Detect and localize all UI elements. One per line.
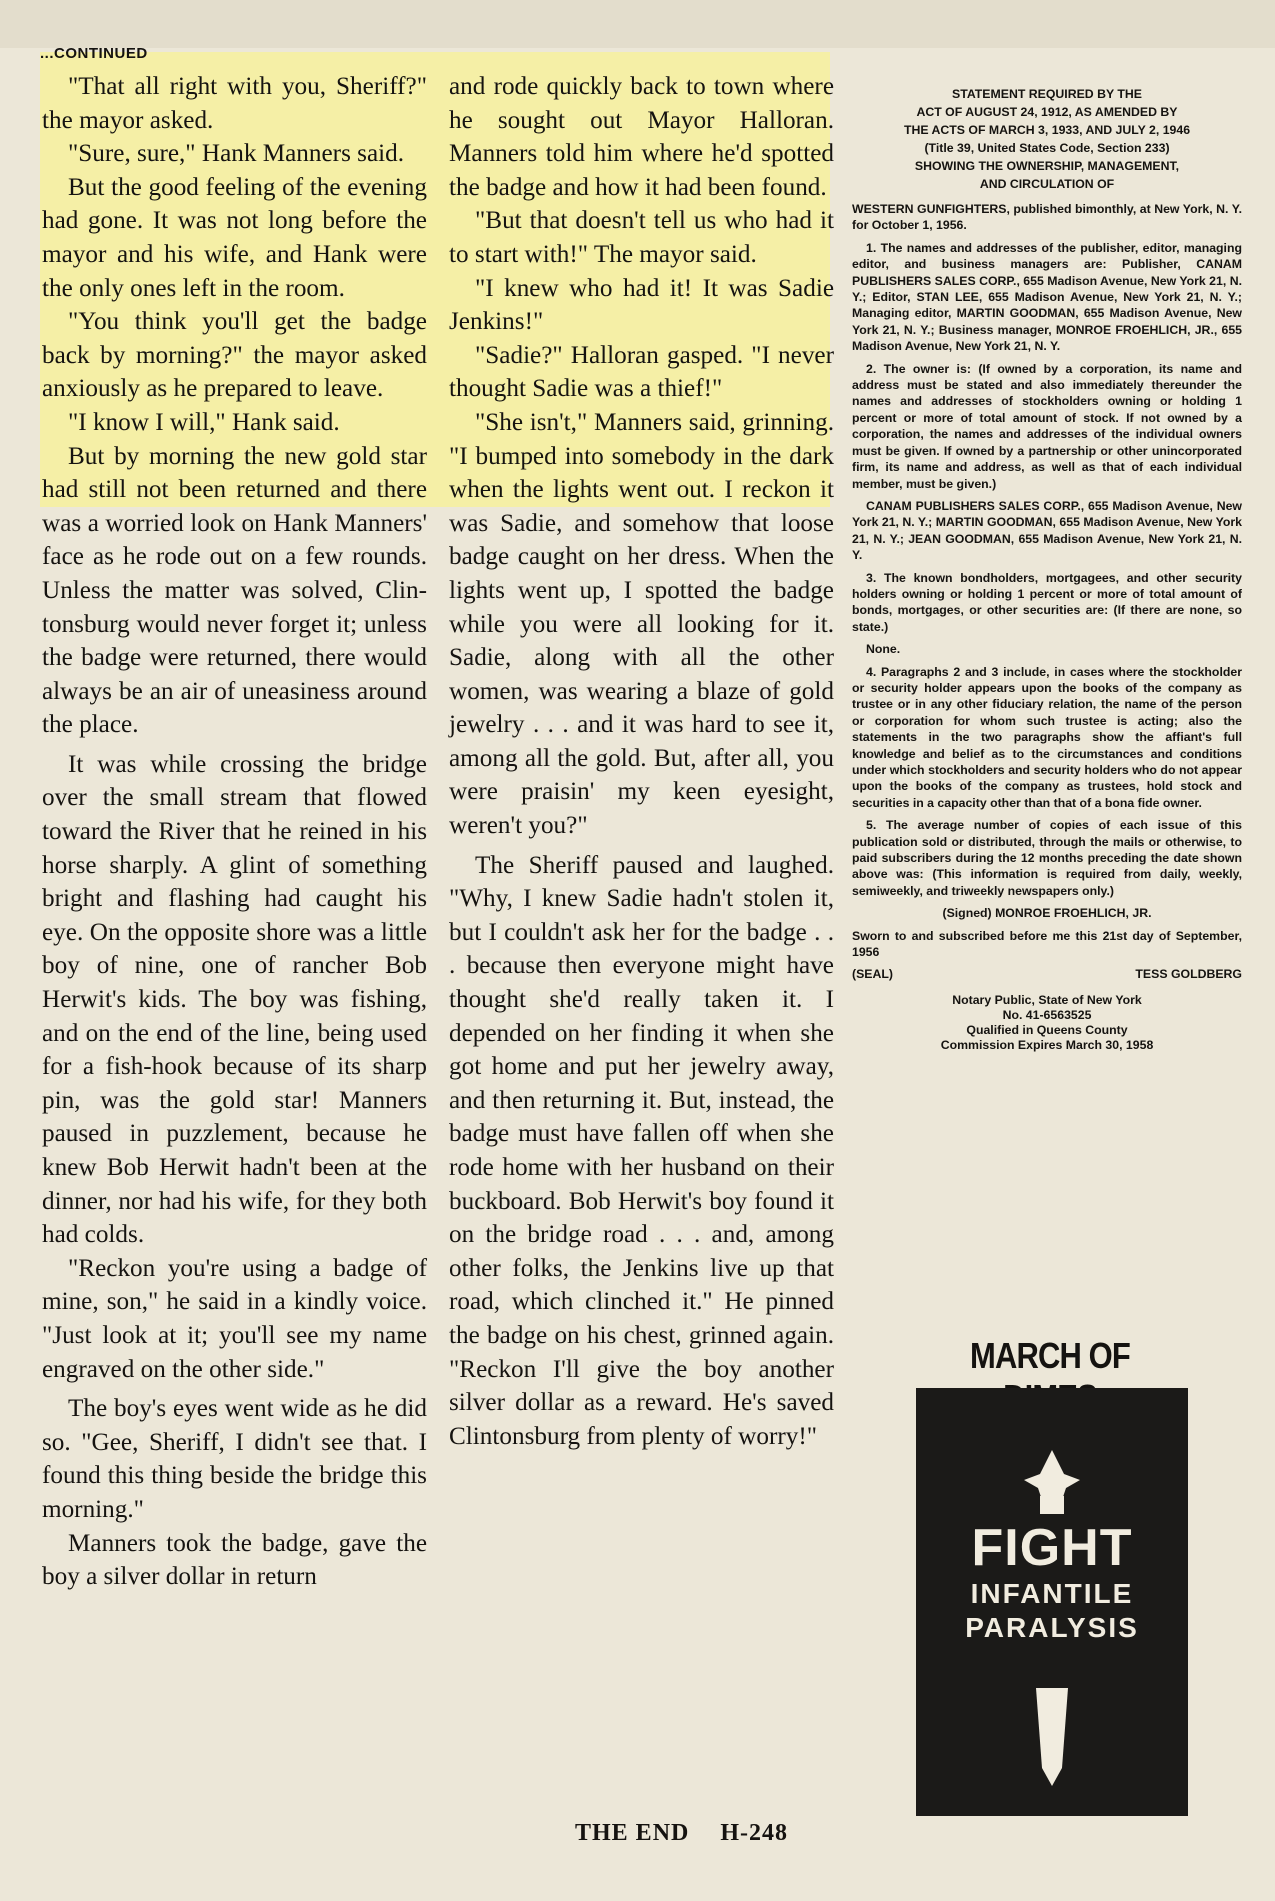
story-paragraph: "Sure, sure," Hank Manners said. [68, 140, 405, 168]
seal-label: (SEAL) [852, 967, 893, 982]
story-paragraph: "That all right with you, Sheriff?" the mayor asked. [42, 73, 427, 134]
the-end-label: THE END [575, 1820, 690, 1846]
story-paragraph: "You think you'll get the badge back by morning?" the mayor asked anxiously as he prepared to leave. [42, 308, 427, 403]
story-paragraph: "She isn't," Manners said, grinning. "I bumped into somebody in the dark when the lights went out. I reckon it was Sadie, and somehow that loose badge caught on her dress. When the lights went up, I spotted the badge while you were all looking for it. Sadie, along with all the other women, was wearing a blaze of gold jewelry . . . and it was hard to see it, among all the gold. But, after all, you were praisin' my keen eyesight, weren't you?" [449, 408, 834, 840]
statement-paragraph-5: 5. The average number of copies of each issue of this publication sold or distributed, through the mails or otherwise, to paid subscribers during the 12 months preceding the date shown above was: (This information is required from daily, weekly, semiweekly, and triweekly newspapers only.) [852, 818, 1242, 898]
story-paragraph: But the good feeling of the evening had gone. It was not long before the mayor and his wife, and Hank were the only ones left in the room. [42, 173, 427, 302]
story-paragraph: "Reckon you're using a badge of mine, son," he said in a kindly voice. "Just look at it; you'll see my name engraved on the other side." [42, 1254, 427, 1383]
statement-heading-line: ACT OF AUGUST 24, 1912, AS AMENDED BY [916, 105, 1178, 119]
statement-paragraph-2-owners: CANAM PUBLISHERS SALES CORP., 655 Madison Avenue, New York 21, N. Y.; MARTIN GOODMAN, 655 Madison Avenue, New York 21, N. Y.; JEAN GOODMAN, 655 Madison Avenue, New York 21, N. Y. [852, 498, 1242, 563]
story-paragraph: The Sheriff paused and laughed. "Why, I knew Sadie hadn't stolen it, but I couldn't ask her for the badge . . . because then everyone might have thought she'd really taken it. I depended on her finding it when she got home and put her jewelry away, and then returning it. But, instead, the badge must have fallen off when she rode home with her husband on their buckboard. Bob Herwit's boy found it on the bridge road . . . and, among other folks, the Jenkins live up that road, which clinched it." He pinned the badge on his chest, grinned again. "Reckon I'll give the boy another silver dollar as a reward. He's saved Clintonsburg from plenty of worry!" [449, 851, 834, 1450]
story-paragraph: "But that doesn't tell us who had it to start with!" The mayor said. [449, 207, 834, 268]
march-of-dimes-ad [916, 1388, 1188, 1816]
statement-paragraph-4: 4. Paragraphs 2 and 3 include, in cases where the stockholder or security holder appears upon the books of the company as trustee or in any other fiduciary relation, the name of the person or corporation for whom such trustee is acting; also the statements in the two paragraphs show the affiant's full knowledge and belief as to the circumstances and conditions under which stockholders and security holders who do not appear upon the books of the company as trustees, hold stock and securities in a capacity other than that of a bona fide owner. [852, 664, 1242, 810]
statement-paragraph-1: 1. The names and addresses of the publisher, editor, managing editor, and business managers are: Publisher, CANAM PUBLISHERS SALES CORP., 655 Madison Avenue, New York 21, N. Y.; Editor, STAN LEE, 655 Madison Avenue, New York 21, N. Y.; Managing editor, MARTIN GOODMAN, 655 Madison Avenue, New York 21, N. Y.; Business manager, MONROE FROEHLICH, JR., 655 Madison Avenue, New York 21, N. Y. [852, 240, 1242, 354]
notary-name: TESS GOLDBERG [1135, 967, 1242, 982]
story-end-line [575, 1820, 812, 1847]
paralysis-text: PARALYSIS [965, 1612, 1139, 1643]
notary-block [852, 993, 1242, 1053]
statement-heading-line: THE ACTS OF MARCH 3, 1933, AND JULY 2, 1946 [903, 123, 1191, 137]
statement-heading-line: (Title 39, United States Code, Section 233) [924, 141, 1170, 155]
statement-paragraph-3-answer: None. [866, 642, 901, 657]
infantile-text: INFANTILE [970, 1578, 1134, 1609]
story-paragraph: Manners took the badge, gave the boy a silver dollar in return [42, 1529, 427, 1591]
seal-row [852, 966, 1242, 982]
story-paragraph: "I knew who had it! It was Sadie Jenkins!" [449, 274, 834, 336]
story-column-1 [42, 70, 427, 1594]
story-paragraph: "Sadie?" Halloran gasped. "I never thought Sadie was a thief!" [449, 341, 834, 403]
notary-line: Notary Public, State of New York [952, 992, 1142, 1007]
notary-line: Qualified in Queens County [966, 1022, 1128, 1037]
statement-heading-line: STATEMENT REQUIRED BY THE [952, 87, 1142, 101]
march-of-dimes-title: MARCH OF [970, 1335, 1130, 1376]
statement-heading-line: AND CIRCULATION OF [979, 177, 1115, 191]
statement-heading-line: SHOWING THE OWNERSHIP, MANAGEMENT, [914, 159, 1180, 173]
story-paragraph: It was while crossing the bridge over the small stream that flowed toward the River that he reined in his horse sharply. A glint of something bright and flashing had caught his eye. On the opposite shore was a little boy of nine, one of rancher Bob Herwit's kids. The boy was fishing, and on the end of the line, being used for a fish-hook because of its sharp pin, was the gold star! Manners paused in puzzlement, because he knew Bob Herwit hadn't been at the dinner, nor had his wife, for they both had colds. [42, 750, 427, 1249]
story-paragraph: But by morning the new gold star had still not been returned and there was a worried look on Hank Manners' face as he rode out on a few rounds. Unless the matter was solved, Clintonsburg would never forget it; unless the badge were returned, there would always be an air of uneasiness around the place. [42, 442, 427, 739]
story-code: H-248 [720, 1820, 789, 1846]
continued-label: ...CONTINUED [40, 45, 148, 62]
story-paragraph: The boy's eyes went wide as he did so. "Gee, Sheriff, I didn't see that. I found this thing beside the bridge this morning." [42, 1395, 427, 1523]
statement-paragraph-3: 3. The known bondholders, mortgagees, and other security holders owning or holding 1 percent or more of total amount of bonds, mortgages, or other securities are: (If there are none, so state.) [852, 570, 1242, 634]
ownership-statement [852, 85, 1242, 1053]
statement-paragraph-2: 2. The owner is: (If owned by a corporation, its name and address must be stated and also immediately thereunder the names and addresses of stockholders owning or holding 1 percent or more of total amount of stock. If not owned by a corporation, the names and addresses of the individual owners must be given. If owned by a partnership or other unincorporated firm, its name and address, as well as that of each individual member, must be given.) [852, 361, 1242, 491]
page-top-margin [0, 0, 1275, 48]
notary-line: Commission Expires March 30, 1958 [940, 1037, 1154, 1052]
statement-heading [852, 85, 1242, 193]
statement-signature: (Signed) MONROE FROEHLICH, JR. [942, 906, 1152, 921]
story-paragraph: "I know I will," Hank said. [68, 408, 340, 436]
story-column-2 [449, 70, 834, 1453]
statement-sworn: Sworn to and subscribed before me this 21st day of September, 1956 [852, 928, 1242, 960]
statement-intro: WESTERN GUNFIGHTERS, published bimonthly, at New York, N. Y. for October 1, 1956. [852, 202, 1242, 233]
story-paragraph: and rode quickly back to town where he sought out Mayor Halloran. Manners told him where he'd spotted the badge and how it had been found. [449, 73, 834, 201]
fight-text: FIGHT [971, 1519, 1133, 1577]
notary-line: No. 41-6563525 [1002, 1007, 1092, 1022]
